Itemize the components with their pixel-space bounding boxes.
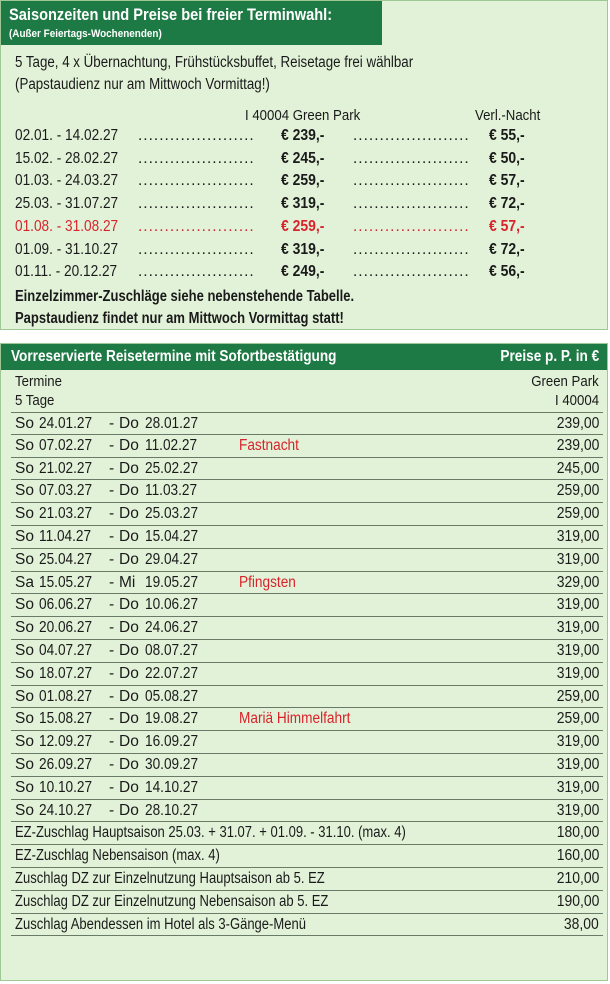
trip-row [11,754,603,777]
trip-end-date: 19.05.27 [145,573,199,591]
trip-end-date: 28.01.27 [145,415,199,432]
season-row [15,195,575,217]
trip-separator: - [109,573,115,591]
trip-start-date: 21.03.27 [39,505,93,523]
season-row-dots: ...................... [138,149,255,167]
trip-row [11,663,603,686]
trip-price: 329,00 [556,573,599,591]
season-row-night-price: € 72,- [489,240,525,258]
trip-row [11,549,603,572]
trip-end-date: 11.02.27 [145,436,198,454]
trip-event: Fastnacht [239,436,299,454]
trip-price: 319,00 [556,755,599,773]
season-intro-line1: 5 Tage, 4 x Übernachtung, Frühstücksbuffet, Reisetage frei wählbar [15,54,414,71]
trip-end-date: 16.09.27 [145,733,199,751]
booking-header [1,344,607,370]
surcharge-row [11,845,603,868]
season-col-hotel: I 40004 Green Park [245,107,361,124]
trip-event: Pfingsten [239,573,296,591]
trip-start-day: Sa [15,573,34,591]
trip-separator: - [109,415,115,432]
trip-end-day: Do [119,641,139,659]
trip-row [11,503,603,526]
trip-start-date: 10.10.27 [39,778,93,796]
trip-end-date: 11.03.27 [145,482,198,500]
trip-start-date: 25.04.27 [39,550,93,568]
season-row-dots: ...................... [138,217,255,235]
trip-end-date: 24.06.27 [145,619,199,637]
trip-row [11,686,603,709]
season-note-single-room: Einzelzimmer-Zuschläge siehe nebenstehende Tabelle. [15,288,355,305]
trip-end-day: Do [119,619,139,637]
season-row [15,150,575,172]
trip-start-day: So [15,687,34,705]
trip-start-day: So [15,505,34,523]
surcharge-row [11,868,603,891]
trip-row [11,594,603,617]
season-row-night-price: € 57,- [489,172,525,190]
season-row-dots: ...................... [353,240,470,258]
trip-start-date: 11.04.27 [39,527,92,545]
surcharge-price: 160,00 [556,847,599,865]
surcharge-price: 38,00 [564,915,599,933]
trip-separator: - [109,527,115,545]
trip-start-day: So [15,459,34,477]
season-row-price: € 259,- [281,217,325,235]
trip-price: 319,00 [556,664,599,682]
booking-price-note: Preise p. P. in € [500,348,599,365]
season-row-night-price: € 55,- [489,127,525,144]
trip-end-day: Do [119,778,139,796]
trip-start-date: 15.08.27 [39,710,93,728]
trip-price: 319,00 [556,550,599,568]
trip-end-date: 08.07.27 [145,641,199,659]
season-row [15,172,575,194]
trip-separator: - [109,755,115,773]
trip-price: 319,00 [556,641,599,659]
booking-box [0,343,608,981]
trip-separator: - [109,596,115,614]
surcharge-price: 180,00 [556,824,599,842]
season-row [15,218,575,240]
trip-end-day: Do [119,550,139,568]
surcharge-row [11,891,603,914]
trip-separator: - [109,619,115,637]
trip-row [11,708,603,731]
season-row-dots: ...................... [138,263,255,281]
trip-price: 259,00 [556,710,599,728]
season-row-dates: 15.02. - 28.02.27 [15,149,119,167]
trip-end-day: Do [119,664,139,682]
trip-start-date: 07.03.27 [39,482,93,500]
trip-start-day: So [15,482,34,500]
trip-start-date: 12.09.27 [39,733,93,751]
trip-end-date: 25.03.27 [145,505,199,523]
season-row-price: € 249,- [281,263,325,281]
trip-start-date: 04.07.27 [39,641,93,659]
season-row-dots: ...................... [138,127,255,144]
trip-end-day: Do [119,415,139,432]
season-row-price: € 245,- [281,149,325,167]
trip-start-day: So [15,733,34,751]
trip-row [11,640,603,663]
trip-end-day: Do [119,482,139,500]
season-row-night-price: € 57,- [489,217,525,235]
season-row-price: € 239,- [281,127,325,144]
season-row-night-price: € 56,- [489,263,525,281]
trip-start-day: So [15,801,34,819]
trip-start-day: So [15,755,34,773]
trip-row [11,412,603,435]
season-row-dates: 02.01. - 14.02.27 [15,127,119,144]
season-row-dates: 01.09. - 31.10.27 [15,240,119,258]
season-row-dots: ...................... [353,217,470,235]
trip-start-day: So [15,710,34,728]
trip-start-date: 24.10.27 [39,801,93,819]
season-row [15,127,575,149]
season-row-dots: ...................... [353,149,470,167]
trip-start-day: So [15,619,34,637]
season-row-dates: 01.08. - 31.08.27 [15,217,119,235]
trip-end-date: 30.09.27 [145,755,199,773]
trip-end-date: 22.07.27 [145,664,199,682]
booking-row-days: 5 Tage [15,392,55,409]
trip-start-day: So [15,527,34,545]
trip-end-day: Do [119,733,139,751]
trip-price: 319,00 [556,596,599,614]
trip-end-date: 29.04.27 [145,550,199,568]
trip-separator: - [109,436,115,454]
surcharge-row [11,822,603,845]
trip-end-date: 25.02.27 [145,459,199,477]
season-row-dots: ...................... [138,195,255,213]
trip-separator: - [109,664,115,682]
trip-separator: - [109,459,115,477]
trip-end-day: Do [119,755,139,773]
season-intro-line2: (Papstaudienz nur am Mittwoch Vormittag!) [15,76,270,93]
surcharge-label: EZ-Zuschlag Nebensaison (max. 4) [15,847,220,865]
trip-row [11,480,603,503]
season-price-box [0,0,608,330]
trip-row [11,572,603,595]
surcharge-label: Zuschlag DZ zur Einzelnutzung Nebensaison ab 5. EZ [15,892,329,910]
surcharge-label: EZ-Zuschlag Hauptsaison 25.03. + 31.07. + 01.09. - 31.10. (max. 4) [15,824,406,842]
trip-price: 259,00 [556,505,599,523]
season-row-dots: ...................... [353,172,470,190]
trip-start-date: 21.02.27 [39,459,93,477]
season-row-dates: 01.03. - 24.03.27 [15,172,119,190]
season-row-dates: 25.03. - 31.07.27 [15,195,119,213]
booking-title: Vorreservierte Reisetermine mit Sofortbestätigung [11,348,337,365]
trip-start-date: 01.08.27 [39,687,93,705]
trip-end-day: Do [119,505,139,523]
season-col-night: Verl.-Nacht [475,107,541,124]
trip-start-day: So [15,550,34,568]
season-row-dots: ...................... [138,172,255,190]
trip-separator: - [109,710,115,728]
trip-start-date: 26.09.27 [39,755,93,773]
season-row-night-price: € 50,- [489,149,525,167]
trip-price: 259,00 [556,687,599,705]
season-header [1,1,382,45]
surcharge-price: 190,00 [556,892,599,910]
season-subtitle: (Außer Feiertags-Wochenenden) [9,28,162,40]
trip-price: 319,00 [556,733,599,751]
trip-start-day: So [15,778,34,796]
season-row-price: € 319,- [281,195,325,213]
season-row-price: € 319,- [281,240,325,258]
trip-separator: - [109,482,115,500]
trip-end-day: Do [119,687,139,705]
trip-separator: - [109,801,115,819]
season-row [15,263,575,285]
trip-start-date: 06.06.27 [39,596,93,614]
surcharge-label: Zuschlag Abendessen im Hotel als 3-Gänge-Menü [15,915,306,933]
season-row-dots: ...................... [353,195,470,213]
trip-start-day: So [15,664,34,682]
trip-price: 245,00 [556,459,599,477]
trip-end-date: 05.08.27 [145,687,199,705]
trip-start-date: 15.05.27 [39,573,93,591]
trip-price: 239,00 [556,436,599,454]
trip-row [11,777,603,800]
booking-col-termine: Termine [15,373,62,390]
trip-end-day: Mi [119,573,136,591]
trip-price: 319,00 [556,527,599,545]
trip-start-day: So [15,415,34,432]
trip-separator: - [109,687,115,705]
trip-end-day: Do [119,527,139,545]
trip-start-date: 20.06.27 [39,619,93,637]
trip-end-day: Do [119,436,139,454]
trip-start-date: 07.02.27 [39,436,93,454]
trip-event: Mariä Himmelfahrt [239,710,351,728]
trip-start-day: So [15,436,34,454]
trip-row [11,526,603,549]
trip-price: 259,00 [556,482,599,500]
trip-separator: - [109,505,115,523]
trip-separator: - [109,733,115,751]
season-row-price: € 259,- [281,172,325,190]
booking-col-code: I 40004 [554,392,599,409]
trip-end-day: Do [119,801,139,819]
season-row-dates: 01.11. - 20.12.27 [15,263,118,281]
season-row-dots: ...................... [138,240,255,258]
season-row-dots: ...................... [353,127,470,144]
trip-start-day: So [15,596,34,614]
trip-row [11,800,603,823]
trip-end-day: Do [119,710,139,728]
trip-separator: - [109,641,115,659]
season-row-dots: ...................... [353,263,470,281]
trip-price: 319,00 [556,778,599,796]
trip-row [11,617,603,640]
trip-end-day: Do [119,596,139,614]
trip-end-day: Do [119,459,139,477]
trip-row [11,435,603,458]
booking-col-hotel: Green Park [531,373,599,390]
trip-end-date: 28.10.27 [145,801,199,819]
season-title: Saisonzeiten und Preise bei freier Terminwahl: [9,5,333,24]
trip-row [11,731,603,754]
season-row-night-price: € 72,- [489,195,525,213]
season-row [15,241,575,263]
trip-price: 239,00 [556,415,599,432]
surcharge-price: 210,00 [556,869,599,887]
trip-row [11,458,603,481]
trip-price: 319,00 [556,619,599,637]
surcharge-row [11,914,603,937]
trip-separator: - [109,550,115,568]
trip-price: 319,00 [556,801,599,819]
trip-end-date: 15.04.27 [145,527,199,545]
trip-start-date: 18.07.27 [39,664,93,682]
trip-separator: - [109,778,115,796]
trip-end-date: 14.10.27 [145,778,199,796]
trip-end-date: 19.08.27 [145,710,199,728]
trip-end-date: 10.06.27 [145,596,199,614]
trip-start-date: 24.01.27 [39,415,93,432]
trip-start-day: So [15,641,34,659]
season-note-audience: Papstaudienz findet nur am Mittwoch Vormittag statt! [15,310,344,327]
trip-table [11,412,603,936]
surcharge-label: Zuschlag DZ zur Einzelnutzung Hauptsaison ab 5. EZ [15,869,325,887]
